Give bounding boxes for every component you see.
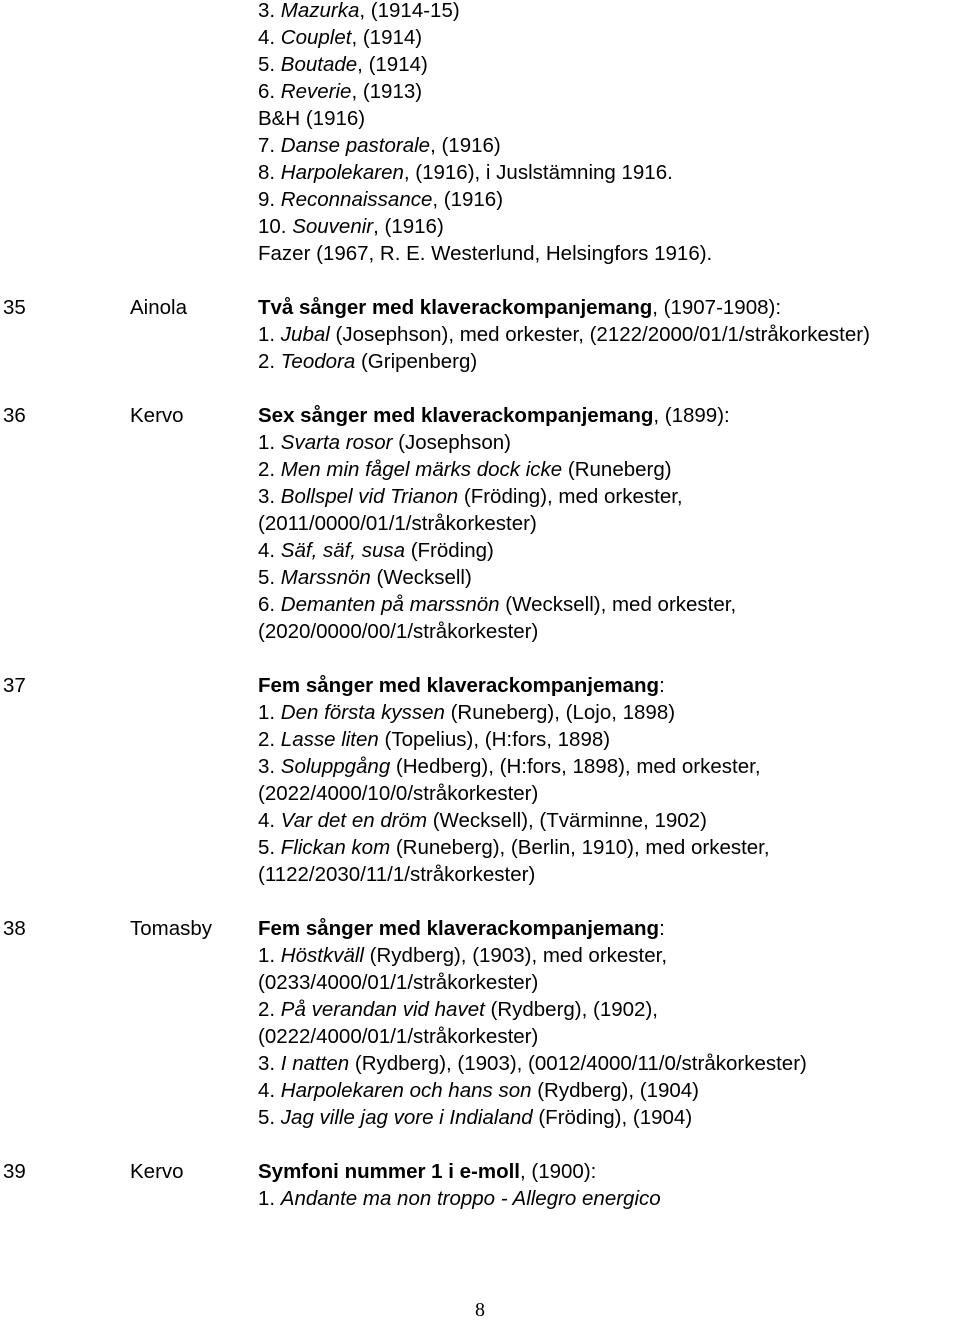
work-title: Harpolekaren <box>280 161 404 184</box>
line-text: (Runeberg) <box>562 458 672 481</box>
line-text: (Runeberg), (Lojo, 1898) <box>444 701 676 724</box>
work-title: Soluppgång <box>280 755 391 778</box>
line-text: (Fröding) <box>405 539 494 562</box>
line-text: , (1914) <box>351 26 423 49</box>
line-content <box>258 483 683 510</box>
line-text: (Rydberg), (1903), (0012/4000/11/0/stråkorkester) <box>349 1052 807 1075</box>
line-text: (2011/0000/01/1/stråkorkester) <box>258 512 537 535</box>
line-text: (1122/2030/11/1/stråkorkester) <box>258 863 536 886</box>
line-content <box>258 294 781 321</box>
line-content <box>258 132 501 159</box>
line-text: : <box>659 674 665 697</box>
work-title: Var det en dröm <box>280 809 428 832</box>
line-text: , (1916) <box>430 134 501 157</box>
line-content <box>258 861 535 888</box>
line-text: 1. <box>258 431 281 454</box>
line-content <box>258 942 667 969</box>
work-title: Couplet <box>280 26 352 49</box>
line-text: , (1914-15) <box>359 0 460 22</box>
line-text: (Josephson) <box>392 431 511 454</box>
line-text: 5. <box>258 566 281 589</box>
line-content <box>258 429 511 456</box>
work-title: Jag ville jag vore i Indialand <box>280 1106 533 1129</box>
work-title: Säf, säf, susa <box>280 539 405 562</box>
line-content <box>258 996 658 1023</box>
line-content <box>258 672 665 699</box>
opus-number: 37 <box>3 674 26 697</box>
line-text: , (1900): <box>520 1160 597 1183</box>
line-text: (Fröding), (1904) <box>532 1106 693 1129</box>
line-text: , (1907-1908): <box>652 296 782 319</box>
work-title: Boutade <box>280 53 358 76</box>
line-text: 3. <box>258 1052 281 1075</box>
line-text: 2. <box>258 998 281 1021</box>
work-title: Reconnaissance <box>280 188 433 211</box>
work-title: På verandan vid havet <box>280 998 485 1021</box>
line-content <box>258 510 537 537</box>
line-text: (Runeberg), (Berlin, 1910), med orkester, <box>390 836 770 859</box>
line-text: (Rydberg), (1904) <box>531 1079 699 1102</box>
line-content <box>258 1185 661 1212</box>
line-text: 2. <box>258 728 281 751</box>
line-text: , (1899): <box>653 404 730 427</box>
work-title: Danse pastorale <box>280 134 431 157</box>
line-text: 9. <box>258 188 281 211</box>
line-content <box>258 402 730 429</box>
line-content <box>258 78 422 105</box>
line-text: , (1916) <box>373 215 444 238</box>
line-content <box>258 1104 692 1131</box>
line-text: (Topelius), (H:fors, 1898) <box>378 728 611 751</box>
line-text: (Josephson), med orkester, (2122/2000/01/1/stråkorkester) <box>329 323 870 346</box>
collection-title: Sex sånger med klaverackompanjemang <box>258 404 654 427</box>
collection-title: Symfoni nummer 1 i e-moll <box>258 1160 520 1183</box>
line-content <box>258 1158 596 1185</box>
work-title: Jubal <box>280 323 330 346</box>
line-content <box>258 807 707 834</box>
line-content <box>258 1077 699 1104</box>
line-text: 7. <box>258 134 281 157</box>
line-content <box>258 834 770 861</box>
line-content <box>258 591 736 618</box>
work-title: Teodora <box>280 350 356 373</box>
page-number: 8 <box>475 1299 485 1321</box>
line-content <box>258 348 477 375</box>
work-title: I natten <box>280 1052 350 1075</box>
line-text: (Wecksell), med orkester, <box>499 593 737 616</box>
line-text: (Wecksell), (Tvärminne, 1902) <box>427 809 707 832</box>
line-text: (Fröding), med orkester, <box>458 485 683 508</box>
line-text: 3. <box>258 755 281 778</box>
line-text: (Rydberg), (1902), <box>484 998 658 1021</box>
line-content <box>258 915 665 942</box>
line-text: 3. <box>258 0 281 22</box>
work-title: Reverie <box>280 80 352 103</box>
line-text: 2. <box>258 350 281 373</box>
opus-number: 35 <box>3 296 26 319</box>
line-text: , (1913) <box>351 80 423 103</box>
line-text: (0222/4000/01/1/stråkorkester) <box>258 1025 539 1048</box>
place-name: Ainola <box>130 296 187 319</box>
opus-number: 39 <box>3 1160 26 1183</box>
line-text: 6. <box>258 80 281 103</box>
line-content <box>258 456 672 483</box>
work-title: Höstkväll <box>280 944 364 967</box>
work-title: Souvenir <box>292 215 374 238</box>
place-name: Kervo <box>130 1160 184 1183</box>
line-content <box>258 186 503 213</box>
line-text: (2022/4000/10/0/stråkorkester) <box>258 782 539 805</box>
line-content <box>258 780 538 807</box>
line-content <box>258 213 444 240</box>
collection-title: Fem sånger med klaverackompanjemang <box>258 917 660 940</box>
line-text: 5. <box>258 53 281 76</box>
work-title: Lasse liten <box>280 728 379 751</box>
line-text: , (1914) <box>357 53 428 76</box>
work-title: Andante ma non troppo - Allegro energico <box>280 1187 661 1210</box>
work-title: Demanten på marssnön <box>280 593 500 616</box>
line-content <box>258 24 422 51</box>
line-text: 4. <box>258 809 281 832</box>
line-content <box>258 618 538 645</box>
line-content <box>258 753 761 780</box>
line-text: 5. <box>258 836 281 859</box>
collection-title: Två sånger med klaverackompanjemang <box>258 296 653 319</box>
line-text: (Hedberg), (H:fors, 1898), med orkester, <box>390 755 761 778</box>
line-content <box>258 699 675 726</box>
line-text: 1. <box>258 944 281 967</box>
line-content <box>258 321 870 348</box>
line-content <box>258 1050 807 1077</box>
work-title: Marssnön <box>280 566 371 589</box>
line-text: 4. <box>258 1079 281 1102</box>
line-content <box>258 0 460 24</box>
work-title: Flickan kom <box>280 836 391 859</box>
line-text: (0233/4000/01/1/stråkorkester) <box>258 971 539 994</box>
place-name: Tomasby <box>130 917 213 940</box>
line-text: 1. <box>258 323 281 346</box>
work-title: Mazurka <box>280 0 360 22</box>
line-text: 10. <box>258 215 293 238</box>
place-name: Kervo <box>130 404 184 427</box>
line-text: 3. <box>258 485 281 508</box>
line-text: 1. <box>258 1187 281 1210</box>
line-text: 5. <box>258 1106 281 1129</box>
line-text: 4. <box>258 539 281 562</box>
collection-title: Fem sånger med klaverackompanjemang <box>258 674 660 697</box>
line-text: : <box>659 917 665 940</box>
work-title: Svarta rosor <box>280 431 393 454</box>
line-text: 1. <box>258 701 281 724</box>
line-text: , (1916), i Juslstämning 1916. <box>403 161 673 184</box>
line-text: 8. <box>258 161 281 184</box>
work-title: Bollspel vid Trianon <box>280 485 459 508</box>
line-text: (Gripenberg) <box>355 350 478 373</box>
line-text: (2020/0000/00/1/stråkorkester) <box>258 620 539 643</box>
line-text: 2. <box>258 458 281 481</box>
line-content <box>258 726 610 753</box>
work-title: Men min fågel märks dock icke <box>280 458 563 481</box>
line-text: , (1916) <box>432 188 504 211</box>
line-content <box>258 564 472 591</box>
line-content <box>258 240 712 267</box>
line-text: Fazer (1967, R. E. Westerlund, Helsingfors 1916). <box>258 242 713 265</box>
line-text: (Rydberg), (1903), med orkester, <box>363 944 668 967</box>
line-content <box>258 537 494 564</box>
line-content <box>258 1023 538 1050</box>
line-text: 6. <box>258 593 281 616</box>
line-text: (Wecksell) <box>370 566 472 589</box>
opus-number: 38 <box>3 917 26 940</box>
work-title: Den första kyssen <box>280 701 445 724</box>
line-content <box>258 51 428 78</box>
line-content <box>258 159 673 186</box>
line-text: 4. <box>258 26 281 49</box>
work-title: Harpolekaren och hans son <box>280 1079 532 1102</box>
line-content <box>258 105 365 132</box>
line-text: B&H (1916) <box>258 107 366 130</box>
line-content <box>258 969 538 996</box>
opus-number: 36 <box>3 404 26 427</box>
